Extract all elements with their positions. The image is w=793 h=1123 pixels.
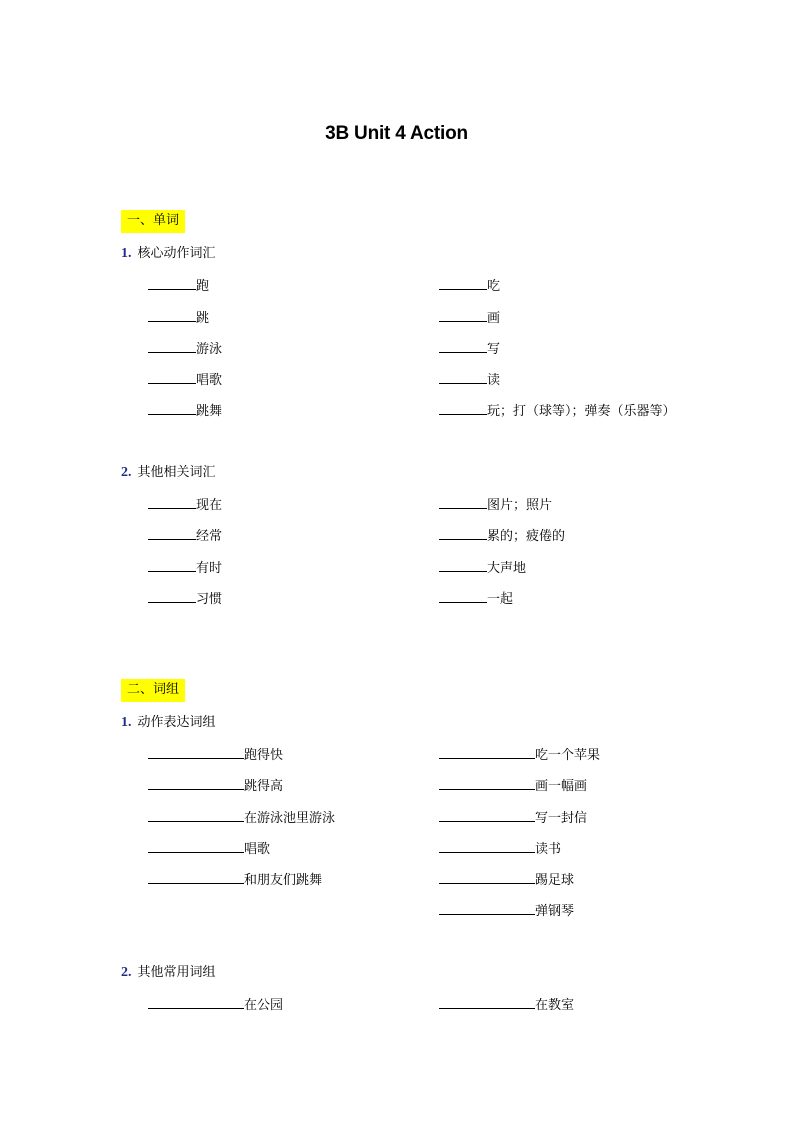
answer-blank[interactable] — [439, 370, 487, 384]
subsection-label: 其他相关词汇 — [137, 465, 216, 480]
answer-blank[interactable] — [439, 995, 535, 1009]
phrase-meaning: 在游泳池里游泳 — [244, 811, 336, 826]
word-meaning: 吃 — [487, 279, 501, 294]
word-meaning: 画 — [487, 311, 501, 326]
word-item — [439, 558, 526, 578]
word-item — [439, 370, 500, 390]
phrase-item — [148, 776, 283, 796]
answer-blank[interactable] — [148, 558, 196, 572]
phrase-meaning: 读书 — [535, 842, 562, 857]
answer-blank[interactable] — [148, 870, 244, 884]
word-item — [439, 495, 552, 515]
answer-blank[interactable] — [439, 839, 535, 853]
answer-blank[interactable] — [439, 339, 487, 353]
word-meaning: 玩；打（球等）；弹奏（乐器等） — [487, 404, 676, 419]
word-meaning: 经常 — [196, 529, 223, 544]
phrase-item — [148, 870, 322, 890]
phrase-item — [148, 995, 283, 1015]
word-meaning: 写 — [487, 342, 501, 357]
answer-blank[interactable] — [148, 495, 196, 509]
phrase-meaning: 跳得高 — [244, 779, 284, 794]
word-item — [148, 495, 222, 515]
answer-blank[interactable] — [148, 308, 196, 322]
phrase-meaning: 写一封信 — [535, 811, 588, 826]
answer-blank[interactable] — [439, 401, 487, 415]
word-item — [439, 339, 500, 359]
answer-blank[interactable] — [148, 401, 196, 415]
phrase-meaning: 踢足球 — [535, 873, 575, 888]
answer-blank[interactable] — [439, 808, 535, 822]
answer-blank[interactable] — [148, 745, 244, 759]
answer-blank[interactable] — [439, 901, 535, 915]
word-meaning: 有时 — [196, 561, 223, 576]
section-heading-phrases: 二、词组 — [121, 679, 185, 702]
answer-blank[interactable] — [439, 495, 487, 509]
answer-blank[interactable] — [439, 526, 487, 540]
phrase-item — [439, 839, 561, 859]
phrase-item — [439, 995, 574, 1015]
word-item — [439, 276, 500, 296]
phrase-meaning: 唱歌 — [244, 842, 271, 857]
answer-blank[interactable] — [148, 339, 196, 353]
word-meaning: 跳 — [196, 311, 210, 326]
answer-blank[interactable] — [148, 839, 244, 853]
answer-blank[interactable] — [439, 776, 535, 790]
subsection-related-words — [121, 464, 216, 482]
answer-blank[interactable] — [148, 526, 196, 540]
word-item — [148, 308, 209, 328]
phrase-item — [439, 745, 600, 765]
phrase-item — [439, 776, 587, 796]
word-meaning: 游泳 — [196, 342, 223, 357]
answer-blank[interactable] — [439, 745, 535, 759]
word-item — [148, 339, 222, 359]
word-item — [148, 276, 209, 296]
subsection-label: 其他常用词组 — [137, 965, 216, 980]
word-item — [148, 401, 222, 421]
subsection-common-phrases — [121, 964, 216, 982]
subsection-label: 核心动作词汇 — [137, 246, 216, 261]
answer-blank[interactable] — [148, 808, 244, 822]
subsection-number: 1. — [121, 715, 132, 730]
word-item — [148, 370, 222, 390]
word-meaning: 现在 — [196, 498, 223, 513]
phrase-item — [439, 901, 574, 921]
answer-blank[interactable] — [439, 276, 487, 290]
answer-blank[interactable] — [439, 558, 487, 572]
word-item — [439, 526, 565, 546]
word-item — [148, 589, 222, 609]
subsection-core-verbs — [121, 245, 216, 263]
phrase-meaning: 在教室 — [535, 998, 575, 1013]
word-meaning: 图片；照片 — [487, 498, 553, 513]
phrase-meaning: 跑得快 — [244, 748, 284, 763]
answer-blank[interactable] — [148, 276, 196, 290]
subsection-action-phrases — [121, 714, 216, 732]
word-meaning: 大声地 — [487, 561, 527, 576]
phrase-item — [148, 745, 283, 765]
phrase-meaning: 和朋友们跳舞 — [244, 873, 323, 888]
phrase-meaning: 在公园 — [244, 998, 284, 1013]
answer-blank[interactable] — [439, 870, 535, 884]
word-item — [148, 558, 222, 578]
phrase-item — [439, 870, 574, 890]
subsection-number: 2. — [121, 465, 132, 480]
answer-blank[interactable] — [148, 589, 196, 603]
phrase-meaning: 画一幅画 — [535, 779, 588, 794]
word-item — [148, 526, 222, 546]
page-title: 3B Unit 4 Action — [325, 123, 468, 144]
subsection-label: 动作表达词组 — [137, 715, 216, 730]
phrase-item — [148, 808, 335, 828]
answer-blank[interactable] — [148, 370, 196, 384]
answer-blank[interactable] — [439, 308, 487, 322]
phrase-item — [439, 808, 587, 828]
word-meaning: 一起 — [487, 592, 514, 607]
word-meaning: 习惯 — [196, 592, 223, 607]
word-item — [439, 308, 500, 328]
word-meaning: 读 — [487, 373, 501, 388]
word-meaning: 累的；疲倦的 — [487, 529, 566, 544]
word-meaning: 跑 — [196, 279, 210, 294]
answer-blank[interactable] — [439, 589, 487, 603]
word-meaning: 跳舞 — [196, 404, 223, 419]
section-heading-words: 一、单词 — [121, 210, 185, 233]
phrase-meaning: 弹钢琴 — [535, 904, 575, 919]
answer-blank[interactable] — [148, 995, 244, 1009]
phrase-meaning: 吃一个苹果 — [535, 748, 601, 763]
word-item — [439, 401, 676, 421]
answer-blank[interactable] — [148, 776, 244, 790]
subsection-number: 1. — [121, 246, 132, 261]
word-item — [439, 589, 513, 609]
subsection-number: 2. — [121, 965, 132, 980]
phrase-item — [148, 839, 270, 859]
word-meaning: 唱歌 — [196, 373, 223, 388]
